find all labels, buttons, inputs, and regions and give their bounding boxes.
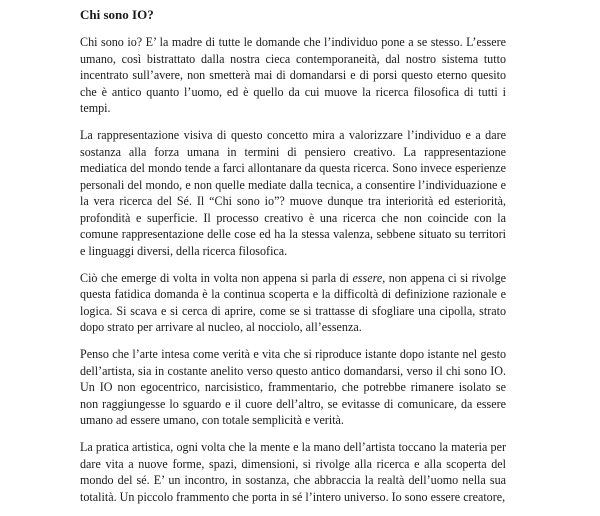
paragraph-3-text-after: , non appena ci si rivolge questa fatidica domanda è la continua scoperta e la difficoltà di definizione razionale e logica. Si scava e si cerca di aprire, come se si trattasse di sfogliare una cipolla, strato dopo strato per arrivare al nucleo, al nocciolo, all’essenza. <box>80 270 507 334</box>
document-title: Chi sono IO? <box>80 7 154 22</box>
paragraph-2: La rappresentazione visiva di questo concetto mira a valorizzare l’individuo e a dare sostanza alla forza umana in termini di pensiero creativo. La rappresentazione mediatica del mondo tende a farci allontanare da questa ricerca. Sono invece esperienze personali del mondo, e non quelle mediate dalla tecnica, a consentire l’individuazione e la vera ricerca del Sé. Il “Chi sono io”? muove dunque tra interiorità ed esteriorità, profondità e superficie. Il processo creativo è una ricerca che non coincide con la comune rappresentazione delle cose ed ha la stessa valenza, sebbene situato su territori e linguaggi diversi, della ricerca filosofica. <box>80 128 506 258</box>
paragraph-3-text-before: Ciò che emerge di volta in volta non appena si parla di <box>80 270 353 285</box>
paragraph-3-emphasis: essere <box>352 270 383 285</box>
paragraph-5: La pratica artistica, ogni volta che la mente e la mano dell’artista toccano la materia per dare vita a nuove forme, spazi, dimensioni, si rivolge alla ricerca e alla scoperta del mondo del sé. E’ un incontro, in sostanza, che abbraccia la realtà dell’uomo nella sua totalità. Un piccolo frammento che porta in sé l’intero universo. Io sono essere creatore, <box>80 440 506 504</box>
paragraph-3 <box>80 270 506 336</box>
paragraph-1: Chi sono io? E’ la madre di tutte le domande che l’individuo pone a se stesso. L’essere umano, così bistrattato dalla nostra cieca contemporaneità, dal nostro sistema tutto incentrato sull’avere, non smetterà mai di domandarsi e di porsi questo eterno quesito che è antico quanto l’uomo, ed è quello da cui muove la ricerca filosofica di tutti i tempi. <box>80 35 506 115</box>
paragraph-4: Penso che l’arte intesa come verità e vita che si riproduce istante dopo istante nel gesto dell’artista, sia in costante anelito verso questo antico domandarsi, verso il chi sono IO. Un IO non egocentrico, narcisistico, frammentario, che potrebbe rimanere isolato se non raggiungesse lo sguardo e il cuore dell’altro, se evitasse di comunicare, da essere umano ad essere umano, con totale semplicità e verità. <box>80 347 506 427</box>
document-page <box>80 6 506 516</box>
